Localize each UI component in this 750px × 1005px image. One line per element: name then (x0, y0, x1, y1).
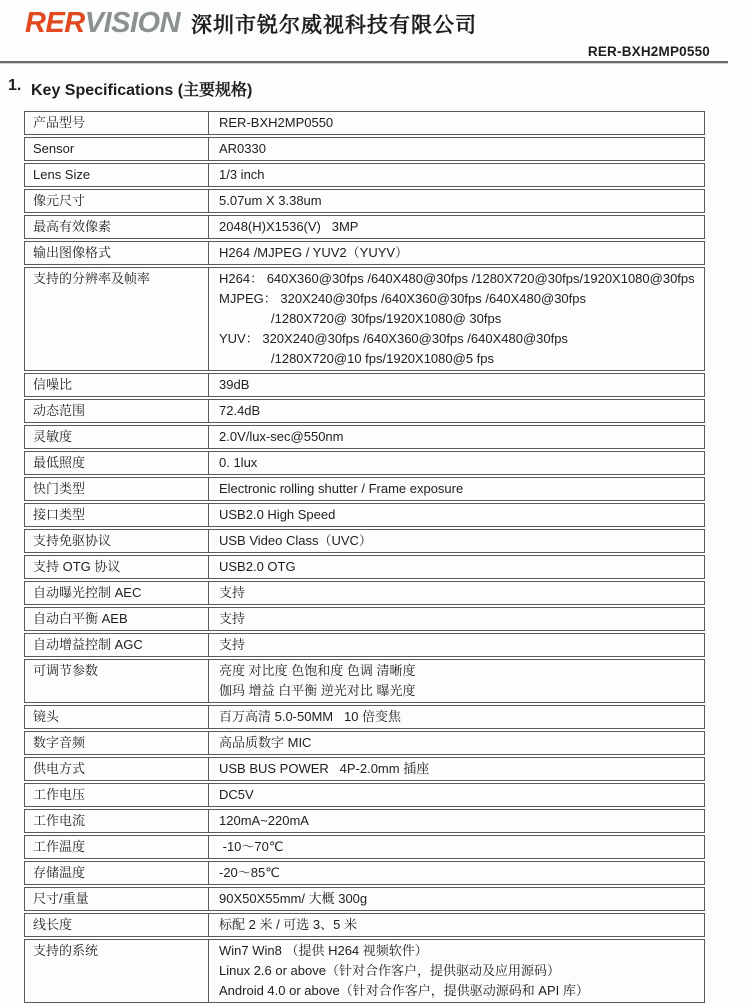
spec-label: 接口类型 (24, 503, 208, 527)
spec-label: 自动白平衡 AEB (24, 607, 208, 631)
spec-value-line: 2.0V/lux-sec@550nm (219, 429, 344, 444)
spec-row (24, 757, 705, 781)
logo-text-primary: RER (25, 7, 85, 39)
spec-value (208, 399, 705, 423)
spec-value (208, 607, 705, 631)
spec-row (24, 555, 705, 579)
spec-value (208, 215, 705, 239)
spec-value-line: H264 /MJPEG / YUV2（YUYV） (219, 245, 409, 260)
spec-value (208, 731, 705, 755)
spec-value-line: 1/3 inch (219, 167, 265, 182)
spec-value-line: USB BUS POWER 4P-2.0mm 插座 (219, 761, 430, 776)
spec-value-line: Linux 2.6 or above（针对合作客户，提供驱动及应用源码） (219, 963, 560, 978)
spec-value-line: 伽玛 增益 白平衡 逆光对比 曝光度 (219, 683, 416, 698)
spec-row (24, 581, 705, 605)
spec-row (24, 215, 705, 239)
spec-value-line: Electronic rolling shutter / Frame exposure (219, 481, 464, 496)
spec-label: 供电方式 (24, 757, 208, 781)
spec-row (24, 861, 705, 885)
spec-label: 动态范围 (24, 399, 208, 423)
spec-value (208, 757, 705, 781)
spec-row (24, 705, 705, 729)
spec-value (208, 373, 705, 397)
spec-value (208, 861, 705, 885)
spec-value (208, 111, 705, 135)
spec-row (24, 659, 705, 703)
company-name: 深圳市锐尔威视科技有限公司 (191, 14, 478, 37)
spec-row (24, 451, 705, 475)
spec-value (208, 887, 705, 911)
section-number: 1. (8, 77, 22, 94)
spec-value (208, 189, 705, 213)
spec-value-line: H264： 640X360@30fps /640X480@30fps /1280X720@30fps/1920X1080@30fps (219, 271, 695, 286)
spec-value (208, 451, 705, 475)
spec-value-line: USB2.0 OTG (219, 559, 296, 574)
spec-label: 支持 OTG 协议 (24, 555, 208, 579)
spec-value-line: -10～70℃ (219, 839, 284, 854)
spec-value-line: 39dB (219, 377, 250, 392)
spec-value-line: 百万高清 5.0-50MM 10 倍变焦 (219, 709, 402, 724)
spec-value-line: 亮度 对比度 色饱和度 色调 清晰度 (219, 663, 416, 678)
spec-value (208, 425, 705, 449)
spec-value-line: 5.07um X 3.38um (219, 193, 322, 208)
spec-table-body (24, 111, 705, 1003)
spec-label: 数字音频 (24, 731, 208, 755)
spec-value-line: USB2.0 High Speed (219, 507, 336, 522)
spec-value (208, 705, 705, 729)
spec-value (208, 241, 705, 265)
spec-value-line: 72.4dB (219, 403, 261, 418)
spec-value-line: /1280X720@10 fps/1920X1080@5 fps (271, 351, 495, 366)
spec-value-line: MJPEG： 320X240@30fps /640X360@30fps /640X480@30fps (219, 291, 586, 306)
spec-value (208, 581, 705, 605)
spec-value (208, 529, 705, 553)
spec-table (24, 109, 705, 1005)
spec-value-line: 标配 2 米 / 可选 3、5 米 (219, 917, 357, 932)
spec-label: 输出图像格式 (24, 241, 208, 265)
spec-label: 尺寸/重量 (24, 887, 208, 911)
spec-row (24, 835, 705, 859)
spec-value (208, 809, 705, 833)
spec-row (24, 477, 705, 501)
spec-value (208, 913, 705, 937)
spec-row (24, 887, 705, 911)
spec-row (24, 607, 705, 631)
header-logo-line (25, 7, 710, 40)
spec-value-line: 支持 (219, 637, 246, 652)
spec-value-line: /1280X720@ 30fps/1920X1080@ 30fps (271, 311, 502, 326)
spec-row (24, 809, 705, 833)
spec-value (208, 267, 705, 371)
spec-value-line: 2048(H)X1536(V) 3MP (219, 219, 359, 234)
section-title (8, 77, 750, 100)
page-header (0, 0, 750, 59)
spec-label: 支持的分辨率及帧率 (24, 267, 208, 371)
spec-value-line: 0. 1lux (219, 455, 258, 470)
spec-value (208, 137, 705, 161)
spec-value-line: 90X50X55mm/ 大概 300g (219, 891, 368, 906)
spec-label: 产品型号 (24, 111, 208, 135)
spec-value-line: -20～85℃ (219, 865, 280, 880)
header-divider (0, 61, 728, 63)
spec-row (24, 731, 705, 755)
spec-value (208, 555, 705, 579)
spec-row (24, 913, 705, 937)
spec-value (208, 659, 705, 703)
spec-value (208, 503, 705, 527)
spec-row (24, 503, 705, 527)
spec-value-line: DC5V (219, 787, 254, 802)
spec-row (24, 529, 705, 553)
spec-row (24, 163, 705, 187)
spec-value (208, 939, 705, 1003)
spec-value-line: Win7 Win8 （提供 H264 视频软件） (219, 943, 428, 958)
spec-row (24, 189, 705, 213)
spec-label: 像元尺寸 (24, 189, 208, 213)
spec-row (24, 267, 705, 371)
spec-value (208, 783, 705, 807)
spec-row (24, 399, 705, 423)
spec-label: 自动增益控制 AGC (24, 633, 208, 657)
spec-label: 存储温度 (24, 861, 208, 885)
spec-row (24, 633, 705, 657)
spec-label: 可调节参数 (24, 659, 208, 703)
product-code: RER-BXH2MP0550 (587, 44, 710, 59)
spec-value (208, 477, 705, 501)
spec-row (24, 241, 705, 265)
spec-label: Lens Size (24, 163, 208, 187)
spec-label: Sensor (24, 137, 208, 161)
spec-value-line: 支持 (219, 611, 246, 626)
spec-label: 工作电流 (24, 809, 208, 833)
spec-value-line: USB Video Class（UVC） (219, 533, 372, 548)
spec-label: 工作温度 (24, 835, 208, 859)
spec-value (208, 633, 705, 657)
spec-row (24, 373, 705, 397)
spec-label: 工作电压 (24, 783, 208, 807)
spec-value-line: YUV： 320X240@30fps /640X360@30fps /640X480@30fps (219, 331, 568, 346)
spec-label: 镜头 (24, 705, 208, 729)
spec-value-line: Android 4.0 or above（针对合作客户，提供驱动源码和 API 库） (219, 983, 589, 998)
spec-label: 线长度 (24, 913, 208, 937)
spec-value-line: 高品质数字 MIC (219, 735, 312, 750)
spec-label: 最高有效像素 (24, 215, 208, 239)
spec-value-line: RER-BXH2MP0550 (219, 115, 334, 130)
spec-value-line: 支持 (219, 585, 246, 600)
spec-label: 支持的系统 (24, 939, 208, 1003)
spec-row (24, 111, 705, 135)
spec-label: 自动曝光控制 AEC (24, 581, 208, 605)
spec-label: 快门类型 (24, 477, 208, 501)
logo-text-secondary: VISION (84, 7, 181, 39)
spec-label: 信噪比 (24, 373, 208, 397)
spec-value-line: AR0330 (219, 141, 266, 156)
spec-row (24, 783, 705, 807)
spec-value-line: 120mA~220mA (219, 813, 309, 828)
spec-row (24, 939, 705, 1003)
rervision-logo (25, 7, 180, 40)
spec-row (24, 425, 705, 449)
spec-value (208, 835, 705, 859)
spec-row (24, 137, 705, 161)
section-title-text: Key Specifications (主要规格) (31, 82, 253, 99)
spec-value (208, 163, 705, 187)
spec-label: 最低照度 (24, 451, 208, 475)
spec-label: 灵敏度 (24, 425, 208, 449)
spec-label: 支持免驱协议 (24, 529, 208, 553)
